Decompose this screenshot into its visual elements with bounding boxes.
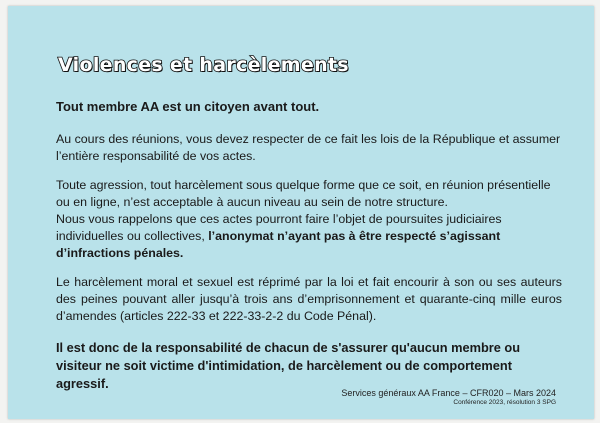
paragraph-responsibility: Au cours des réunions, vous devez respecter de ce fait les lois de la République et assumer l’entière responsabilité de vos actes. xyxy=(56,132,561,163)
notice-card xyxy=(8,6,594,419)
footer xyxy=(341,388,556,407)
footer-resolution: Conférence 2023, résolution 3 SPG xyxy=(453,399,556,406)
paragraph-aggression-line1: Toute agression, tout harcèlement sous quelque forme que ce soit, en réunion présentielle ou en ligne, n’est acceptable à aucun niveau au sein de notre structure. xyxy=(56,178,551,209)
footer-source: Services généraux AA France – CFR020 – Mars 2024 xyxy=(341,388,556,398)
paragraph-anonymity-bold: l’anonymat n’ayant pas à être respecté s’agissant d’infractions pénales. xyxy=(56,229,501,260)
paragraph-prosecution: Nous vous rappelons que ces actes pourront faire l’objet de poursuites judiciaires individuelles ou collectives, xyxy=(56,212,502,243)
paragraph-aggression xyxy=(56,177,562,262)
final-statement: Il est donc de la responsabilité de chacun de s'assurer qu'aucun membre ou visiteur ne soit victime d'intimidation, de harcèlement ou de comportement agressif. xyxy=(56,340,521,391)
lead-statement: Tout membre AA est un citoyen avant tout. xyxy=(56,99,320,114)
page-title: Violences et harcèlements xyxy=(58,54,349,76)
paragraph-penal-code: Le harcèlement moral et sexuel est réprimé par la loi et fait encourir à son ou ses auteurs des peines pouvant aller jusqu’à trois ans d’emprisonnement et quarante-cinq mille euros d’amendes (articles 222-33 et 222-33-2-2 du Code Pénal). xyxy=(56,275,562,323)
notice-body xyxy=(56,98,562,405)
